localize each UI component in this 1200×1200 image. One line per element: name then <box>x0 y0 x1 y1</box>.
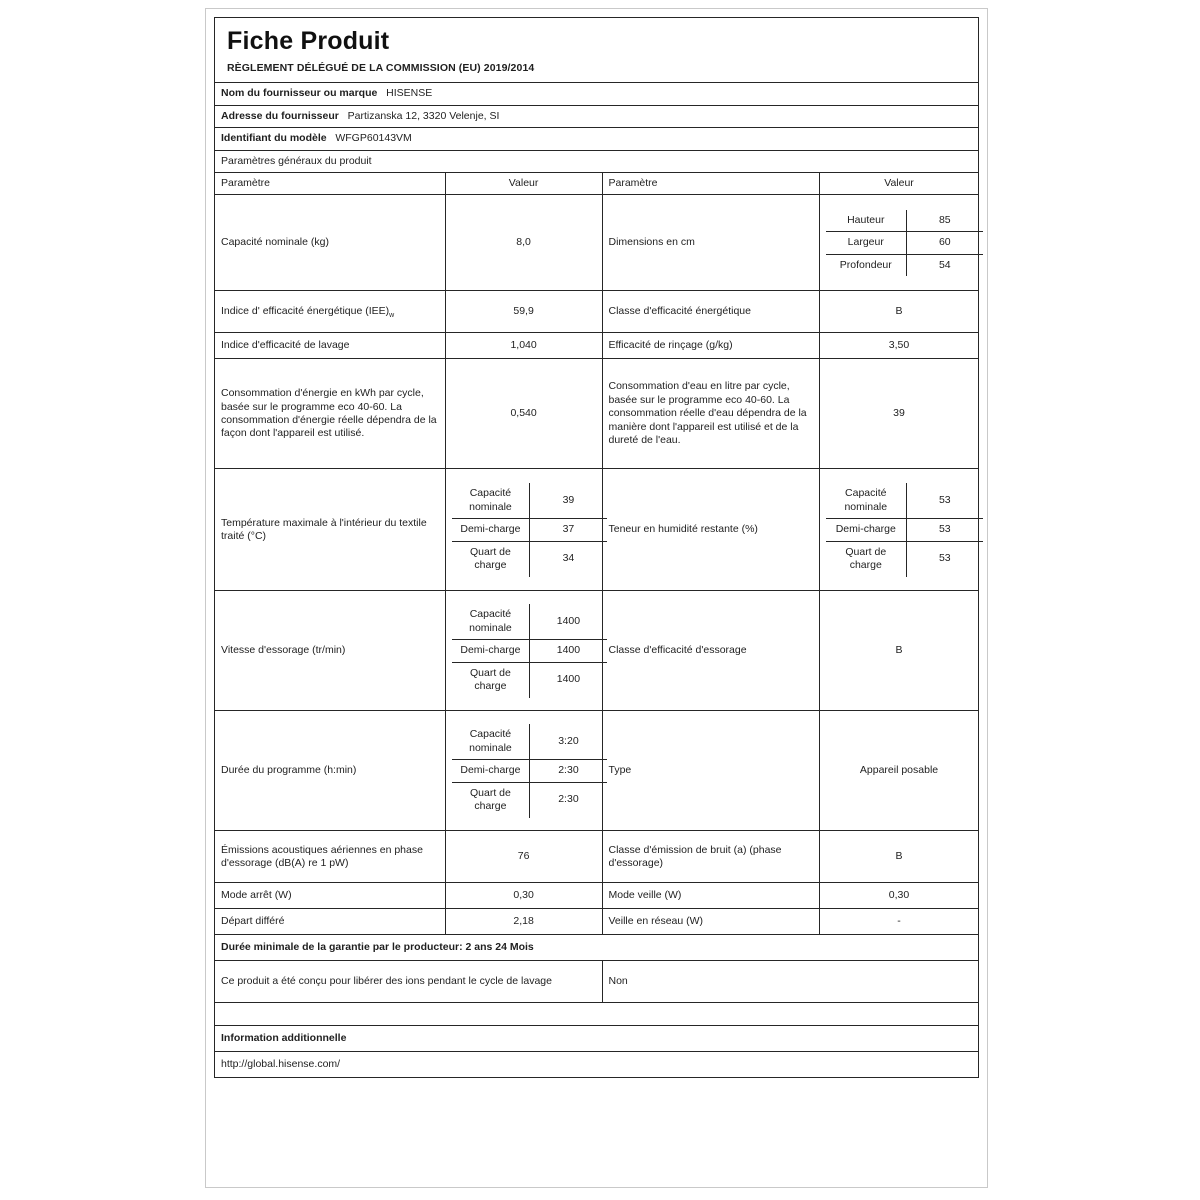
max-temperature-values-group <box>445 469 602 591</box>
model-value: WFGP60143VM <box>335 132 412 145</box>
acoustic-label: Émissions acoustiques aériennes en phase d'essorage (dB(A) re 1 pW) <box>215 831 446 883</box>
table-row-temperature-moisture <box>215 469 979 591</box>
supplier-address-label: Adresse du fournisseur <box>221 109 339 122</box>
table-row-column-headers <box>215 173 979 195</box>
max-temperature-table <box>452 483 607 576</box>
spin-speed-table <box>452 604 607 697</box>
temperature-value-quarter: 34 <box>530 541 607 576</box>
table-row-duration-type <box>215 711 979 831</box>
table-row-spin <box>215 591 979 711</box>
page-title: Fiche Produit <box>227 27 390 55</box>
rinse-efficiency-label: Efficacité de rinçage (g/kg) <box>602 333 820 359</box>
ions-value: Non <box>602 961 979 1003</box>
dimensions-values-group <box>820 195 979 291</box>
spin-class-label: Classe d'efficacité d'essorage <box>602 591 820 711</box>
delay-start-value: 2,18 <box>445 909 602 935</box>
moisture-value-quarter: 53 <box>906 541 983 576</box>
moisture-row-quarter <box>826 541 983 576</box>
off-mode-value: 0,30 <box>445 883 602 909</box>
type-label: Type <box>602 711 820 831</box>
off-mode-label: Mode arrêt (W) <box>215 883 446 909</box>
spin-speed-label: Vitesse d'essorage (tr/min) <box>215 591 446 711</box>
header-value-left: Valeur <box>445 173 602 195</box>
moisture-value-half: 53 <box>906 519 983 541</box>
temperature-row-quarter <box>452 541 607 576</box>
delay-start-label: Départ différé <box>215 909 446 935</box>
temperature-value-full: 39 <box>530 483 607 518</box>
noise-class-value: B <box>820 831 979 883</box>
spin-row-half <box>452 640 607 662</box>
water-consumption-value: 39 <box>820 359 979 469</box>
eei-value: 59,9 <box>445 291 602 333</box>
capacity-label: Capacité nominale (kg) <box>215 195 446 291</box>
table-row-wash-rinse <box>215 333 979 359</box>
moisture-row-half <box>826 519 983 541</box>
duration-row-full <box>452 724 607 759</box>
warranty-text: Durée minimale de la garantie par le producteur: 2 ans 24 Mois <box>215 935 979 961</box>
dimensions-label: Dimensions en cm <box>602 195 820 291</box>
spin-class-value: B <box>820 591 979 711</box>
energy-class-value: B <box>820 291 979 333</box>
wash-efficiency-value: 1,040 <box>445 333 602 359</box>
capacity-value: 8,0 <box>445 195 602 291</box>
table-row-delay-network <box>215 909 979 935</box>
table-row-section-general <box>215 150 979 172</box>
supplier-name-cell <box>215 83 979 105</box>
table-row-ions <box>215 961 979 1003</box>
energy-consumption-value: 0,540 <box>445 359 602 469</box>
remaining-moisture-label: Teneur en humidité restante (%) <box>602 469 820 591</box>
temperature-row-half <box>452 519 607 541</box>
table-row-spacer <box>215 1003 979 1025</box>
spin-row-full <box>452 604 607 639</box>
duration-value-quarter: 2:30 <box>530 782 607 817</box>
table-row-url <box>215 1051 979 1077</box>
spin-value-full: 1400 <box>530 604 607 639</box>
dimensions-table <box>826 210 983 276</box>
dimension-value-width: 60 <box>906 232 983 254</box>
type-value: Appareil posable <box>820 711 979 831</box>
table-row-warranty <box>215 935 979 961</box>
regulation-subtitle: RÈGLEMENT DÉLÉGUÉ DE LA COMMISSION (EU) 2019/2014 <box>227 62 535 75</box>
moisture-name-full: Capacité nominale <box>826 483 906 518</box>
ions-label: Ce produit a été conçu pour libérer des ions pendant le cycle de lavage <box>215 961 603 1003</box>
moisture-name-quarter: Quart de charge <box>826 541 906 576</box>
dimension-name-height: Hauteur <box>826 210 906 232</box>
dimension-value-depth: 54 <box>906 254 983 276</box>
table-row-off-standby <box>215 883 979 909</box>
supplier-address-value: Partizanska 12, 3320 Velenje, SI <box>347 109 500 122</box>
table-row-supplier-address <box>215 105 979 127</box>
header-parameter-left: Paramètre <box>215 173 446 195</box>
document-header <box>214 17 979 82</box>
energy-consumption-label: Consommation d'énergie en kWh par cycle, basée sur le programme eco 40-60. La consommation d'énergie réelle dépendra de la façon dont l'appareil est utilisé. <box>215 359 446 469</box>
supplier-name-label: Nom du fournisseur ou marque <box>221 87 378 100</box>
network-standby-value: - <box>820 909 979 935</box>
duration-value-full: 3:20 <box>530 724 607 759</box>
dimension-row-depth <box>826 254 983 276</box>
spacer-cell <box>215 1003 979 1025</box>
fiche-sheet <box>214 17 979 1179</box>
energy-class-label: Classe d'efficacité énergétique <box>602 291 820 333</box>
temperature-name-quarter: Quart de charge <box>452 541 530 576</box>
max-temperature-label: Température maximale à l'intérieur du textile traité (°C) <box>215 469 446 591</box>
temperature-name-full: Capacité nominale <box>452 483 530 518</box>
header-value-right: Valeur <box>820 173 979 195</box>
spin-row-quarter <box>452 662 607 697</box>
duration-value-half: 2:30 <box>530 760 607 782</box>
duration-row-half <box>452 760 607 782</box>
duration-row-quarter <box>452 782 607 817</box>
table-row-model <box>215 128 979 150</box>
product-data-table <box>214 82 979 1078</box>
supplier-name-value: HISENSE <box>386 87 433 100</box>
dimension-name-depth: Profondeur <box>826 254 906 276</box>
table-row-supplier-name <box>215 83 979 105</box>
model-label: Identifiant du modèle <box>221 132 327 145</box>
duration-name-full: Capacité nominale <box>452 724 530 759</box>
table-row-eei <box>215 291 979 333</box>
website-url[interactable]: http://global.hisense.com/ <box>215 1051 979 1077</box>
additional-info-label: Information additionnelle <box>215 1025 979 1051</box>
spin-name-quarter: Quart de charge <box>452 662 530 697</box>
spin-speed-values-group <box>445 591 602 711</box>
programme-duration-values-group <box>445 711 602 831</box>
standby-mode-value: 0,30 <box>820 883 979 909</box>
remaining-moisture-table <box>826 483 983 576</box>
dimension-name-width: Largeur <box>826 232 906 254</box>
rinse-efficiency-value: 3,50 <box>820 333 979 359</box>
moisture-value-full: 53 <box>906 483 983 518</box>
network-standby-label: Veille en réseau (W) <box>602 909 820 935</box>
eei-label <box>215 291 446 333</box>
model-identifier-cell <box>215 128 979 150</box>
temperature-row-full <box>452 483 607 518</box>
acoustic-value: 76 <box>445 831 602 883</box>
temperature-value-half: 37 <box>530 519 607 541</box>
temperature-name-half: Demi-charge <box>452 519 530 541</box>
supplier-address-cell <box>215 105 979 127</box>
dimension-row-height <box>826 210 983 232</box>
moisture-name-half: Demi-charge <box>826 519 906 541</box>
dimension-value-height: 85 <box>906 210 983 232</box>
spin-value-half: 1400 <box>530 640 607 662</box>
remaining-moisture-values-group <box>820 469 979 591</box>
duration-name-half: Demi-charge <box>452 760 530 782</box>
water-consumption-label: Consommation d'eau en litre par cycle, basée sur le programme eco 40-60. La consommation réelle d'eau dépendra de la manière dont l'appareil est utilisé et de la dureté de l'eau. <box>602 359 820 469</box>
moisture-row-full <box>826 483 983 518</box>
spin-name-half: Demi-charge <box>452 640 530 662</box>
programme-duration-table <box>452 724 607 817</box>
header-parameter-right: Paramètre <box>602 173 820 195</box>
spin-value-quarter: 1400 <box>530 662 607 697</box>
eei-label-main: Indice d' efficacité énergétique (IEE) <box>221 304 390 317</box>
programme-duration-label: Durée du programme (h:min) <box>215 711 446 831</box>
noise-class-label: Classe d'émission de bruit (a) (phase d'essorage) <box>602 831 820 883</box>
eei-label-subscript: w <box>389 311 395 319</box>
dimension-row-width <box>826 232 983 254</box>
table-row-consumption <box>215 359 979 469</box>
wash-efficiency-label: Indice d'efficacité de lavage <box>215 333 446 359</box>
table-row-additional-info <box>215 1025 979 1051</box>
product-fiche-page <box>205 8 988 1188</box>
spin-name-full: Capacité nominale <box>452 604 530 639</box>
standby-mode-label: Mode veille (W) <box>602 883 820 909</box>
table-row-capacity-dimensions <box>215 195 979 291</box>
section-header-general-params: Paramètres généraux du produit <box>215 150 979 172</box>
table-row-acoustic <box>215 831 979 883</box>
duration-name-quarter: Quart de charge <box>452 782 530 817</box>
